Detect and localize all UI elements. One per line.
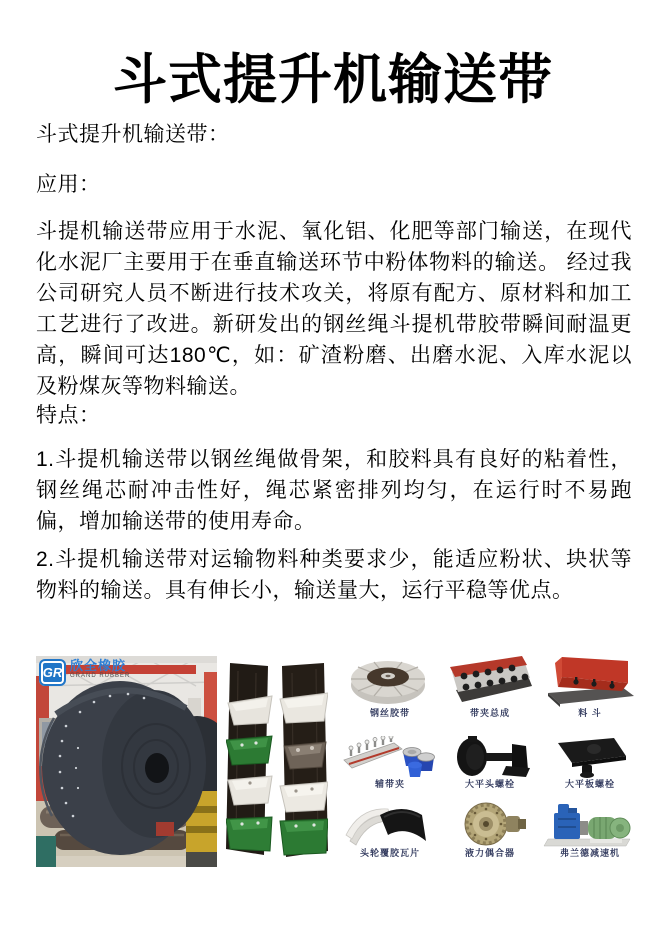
brand-logo <box>39 659 130 686</box>
product-label: 辅带夹 <box>374 779 405 789</box>
lagging-tiles-icon <box>342 801 438 847</box>
product-image-auxiliary-belt-clamp <box>342 736 438 778</box>
product-label: 料 斗 <box>578 708 602 718</box>
product-grid <box>340 654 640 860</box>
product-cell <box>440 791 540 860</box>
product-image-flat-plate-bolt <box>542 736 638 778</box>
application-paragraph: 斗提机输送带应用于水泥、氧化铝、化肥等部门输送，在现代化水泥厂主要用于在垂直输送环节中粉体物料的输送。 经过我公司研究人员不断进行技术攻关，将原有配方、原材料和加工工艺进行了改进。新研发出的钢丝绳斗提机带胶带瞬间耐温更高，瞬间可达180℃，如：矿渣粉磨、出磨水泥、入库水泥以及粉煤灰等物料输送。 <box>36 220 632 398</box>
brand-monogram: GR <box>42 665 63 680</box>
hopper-icon <box>542 654 638 707</box>
feature-item-2: 2.斗提机输送带对运输物料种类要求少，能适应粉状、块状等物料的输送。具有伸长小，输送量大，运行平稳等优点。 <box>36 548 632 602</box>
fluid-coupling-icon <box>442 801 538 847</box>
product-image-steel-wire-belt-roll <box>342 654 438 707</box>
clamp-assembly-icon <box>442 654 538 707</box>
gear-reducer-icon <box>542 801 638 847</box>
product-image-flat-head-bolt <box>442 736 538 778</box>
product-image-rubber-lagging-tiles <box>342 801 438 847</box>
product-label: 大平板螺栓 <box>564 779 615 789</box>
product-cell <box>540 654 640 720</box>
application-heading: 应用： <box>36 173 101 196</box>
factory-scene-illustration <box>36 656 217 867</box>
brand-logo-icon <box>39 659 66 686</box>
product-cell <box>340 791 440 860</box>
product-label: 大平头螺栓 <box>464 779 515 789</box>
product-image-fluid-coupling <box>442 801 538 847</box>
product-cell <box>440 654 540 720</box>
product-image-belt-clamp-assembly <box>442 654 538 707</box>
product-image-hopper <box>542 654 638 707</box>
product-label: 弗兰德减速机 <box>559 848 620 858</box>
wrapped-belt-roll-icon <box>342 654 438 707</box>
features-heading: 特点： <box>36 404 101 427</box>
feature-item-1: 1.斗提机输送带以钢丝绳做骨架，和胶料具有良好的粘着性，钢丝绳芯耐冲击性好，绳芯紧密排列均匀，在运行时不易跑偏，增加输送带的使用寿命。 <box>36 448 632 533</box>
product-cell <box>540 720 640 791</box>
product-label: 头轮覆胶瓦片 <box>359 848 420 858</box>
bucket-board-illustration <box>226 661 328 857</box>
product-image-flender-reducer <box>542 801 638 847</box>
page-title: 斗式提升机输送带 <box>113 50 553 111</box>
product-cell <box>340 720 440 791</box>
factory-belt-roll-photo <box>36 656 217 867</box>
product-label: 钢丝胶带 <box>369 708 410 718</box>
product-label: 带夹总成 <box>469 708 510 718</box>
flat-head-bolt-icon <box>442 736 538 778</box>
brand-name-cn: 欣全橡胶 <box>70 658 127 673</box>
auxiliary-clamp-icon <box>342 736 438 778</box>
product-label: 液力偶合器 <box>464 848 515 858</box>
intro-line: 斗式提升机输送带： <box>36 123 230 146</box>
product-cell <box>440 720 540 791</box>
bucket-display-photo <box>226 661 328 857</box>
product-cell <box>340 654 440 720</box>
product-gallery <box>0 650 666 930</box>
product-cell <box>540 791 640 860</box>
flat-plate-bolt-icon <box>542 736 638 778</box>
brand-name-en: GRAND RUBBER <box>70 673 131 679</box>
